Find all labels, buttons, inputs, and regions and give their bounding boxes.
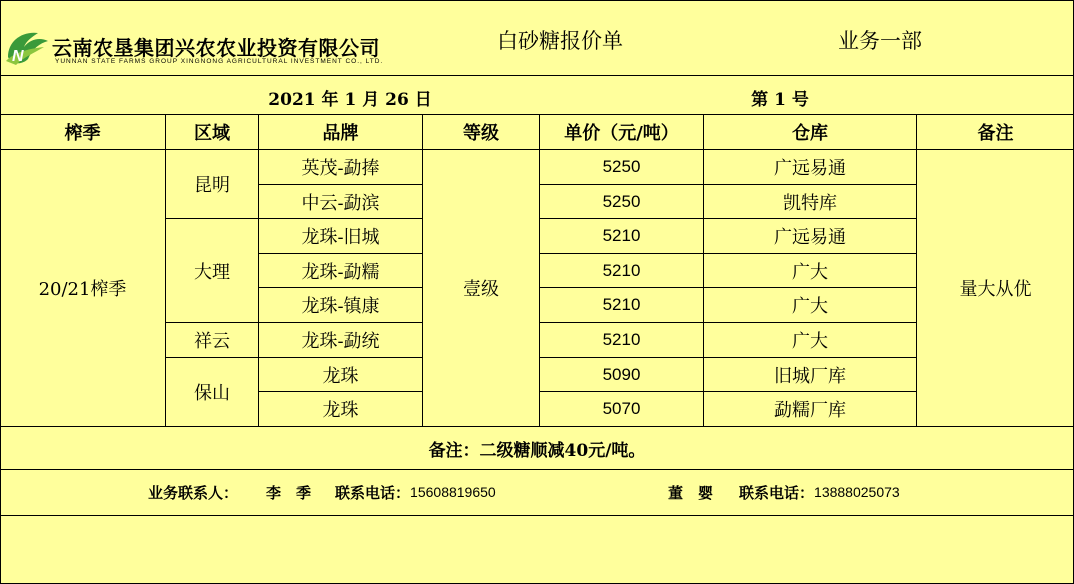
brand-cell: 龙珠-镇康 bbox=[301, 296, 380, 317]
season-cell: 20/21榨季 bbox=[38, 279, 127, 300]
rule-row bbox=[540, 218, 917, 219]
region-baoshan: 保山 bbox=[194, 383, 230, 404]
col-header-region: 区域 bbox=[194, 123, 230, 144]
quote-date: 2021 年 1 月 26 日 bbox=[268, 89, 432, 110]
footer-note: 备注：二级糖顺减40元/吨。 bbox=[428, 440, 646, 461]
rule-row bbox=[540, 357, 917, 358]
col-header-remark: 备注 bbox=[977, 123, 1014, 144]
region-dali: 大理 bbox=[194, 261, 230, 283]
rule-col-2 bbox=[258, 114, 259, 427]
warehouse-cell: 旧城厂库 bbox=[774, 365, 846, 387]
rule-row bbox=[259, 357, 423, 358]
warehouse-cell: 广大 bbox=[792, 261, 828, 283]
price-cell: 5210 bbox=[602, 226, 641, 245]
price-cell: 5090 bbox=[602, 364, 641, 384]
rule-table-bottom bbox=[0, 426, 1074, 427]
price-cell: 5210 bbox=[602, 295, 641, 314]
company-logo-icon bbox=[4, 27, 50, 67]
rule-header-bottom bbox=[0, 75, 1074, 76]
contact1-name: 李 季 bbox=[266, 483, 312, 502]
contact2-name: 董 婴 bbox=[668, 483, 714, 502]
rule-row bbox=[540, 322, 917, 323]
warehouse-cell: 广远易通 bbox=[774, 158, 846, 179]
quote-number: 第 1 号 bbox=[751, 89, 809, 110]
rule-columns-bottom bbox=[0, 149, 1074, 150]
company-name-en: YUNNAN STATE FARMS GROUP XINGNONG AGRICULTURAL INVESTMENT CO., LTD. bbox=[55, 58, 384, 65]
rule-row bbox=[540, 253, 917, 254]
contact-line-2 bbox=[668, 470, 900, 514]
rule-contact-bottom bbox=[0, 515, 1074, 516]
rule-row bbox=[259, 391, 423, 392]
department-label: 业务一部 bbox=[838, 29, 922, 53]
warehouse-cell: 凯特库 bbox=[783, 192, 837, 214]
rule-row bbox=[259, 322, 423, 323]
border-left bbox=[0, 0, 1, 584]
remark-cell: 量大从优 bbox=[959, 279, 1032, 300]
rule-col-6 bbox=[916, 114, 917, 427]
brand-cell: 龙珠-勐统 bbox=[301, 331, 380, 352]
document-title: 白砂糖报价单 bbox=[497, 29, 623, 53]
contact-line-1 bbox=[148, 470, 496, 514]
warehouse-cell: 广远易通 bbox=[774, 227, 846, 248]
phone-label-2: 联系电话： bbox=[739, 483, 815, 502]
rule-region-2 bbox=[166, 322, 259, 323]
grade-cell: 壹级 bbox=[463, 279, 499, 300]
contact-label: 业务联系人： bbox=[148, 483, 239, 502]
rule-row bbox=[259, 184, 423, 185]
contact1-phone: 15608819650 bbox=[410, 484, 496, 500]
border-top bbox=[0, 0, 1074, 1]
rule-date-bottom bbox=[0, 114, 1074, 115]
brand-cell: 龙珠-旧城 bbox=[301, 227, 380, 248]
phone-label-1: 联系电话： bbox=[335, 483, 411, 502]
rule-row bbox=[540, 391, 917, 392]
rule-col-3 bbox=[422, 114, 423, 427]
brand-cell: 龙珠-勐糯 bbox=[301, 261, 380, 283]
warehouse-cell: 广大 bbox=[792, 296, 828, 317]
rule-region-1 bbox=[166, 218, 259, 219]
brand-cell: 龙珠 bbox=[322, 365, 359, 387]
region-kunming: 昆明 bbox=[194, 175, 230, 196]
price-cell: 5070 bbox=[602, 399, 641, 418]
col-header-warehouse: 仓库 bbox=[792, 123, 828, 144]
price-cell: 5210 bbox=[602, 260, 641, 280]
col-header-brand: 品牌 bbox=[322, 123, 359, 144]
col-header-season: 榨季 bbox=[64, 123, 101, 144]
warehouse-cell: 勐糯厂库 bbox=[774, 400, 846, 421]
warehouse-cell: 广大 bbox=[792, 331, 828, 352]
col-header-grade: 等级 bbox=[463, 123, 499, 144]
rule-col-1 bbox=[165, 114, 166, 427]
rule-col-4 bbox=[539, 114, 540, 427]
brand-cell: 龙珠 bbox=[322, 400, 359, 421]
rule-row bbox=[259, 218, 423, 219]
brand-cell: 中云-勐滨 bbox=[301, 192, 380, 214]
company-name-cn: 云南农垦集团兴农农业投资有限公司 bbox=[52, 36, 380, 60]
contact2-phone: 13888025073 bbox=[814, 484, 900, 500]
rule-col-5 bbox=[703, 114, 704, 427]
rule-row bbox=[259, 287, 423, 288]
brand-cell: 英茂-勐捧 bbox=[301, 158, 380, 179]
rule-region-3 bbox=[166, 357, 259, 358]
rule-row bbox=[540, 287, 917, 288]
region-xiangyun: 祥云 bbox=[194, 331, 230, 352]
price-cell: 5210 bbox=[602, 330, 641, 349]
col-header-price: 单价（元/吨） bbox=[564, 123, 679, 144]
rule-row bbox=[540, 184, 917, 185]
svg-text:N: N bbox=[12, 48, 24, 65]
rule-row bbox=[259, 253, 423, 254]
rule-note-bottom bbox=[0, 469, 1074, 470]
price-cell: 5250 bbox=[602, 191, 641, 211]
price-cell: 5250 bbox=[602, 157, 641, 176]
